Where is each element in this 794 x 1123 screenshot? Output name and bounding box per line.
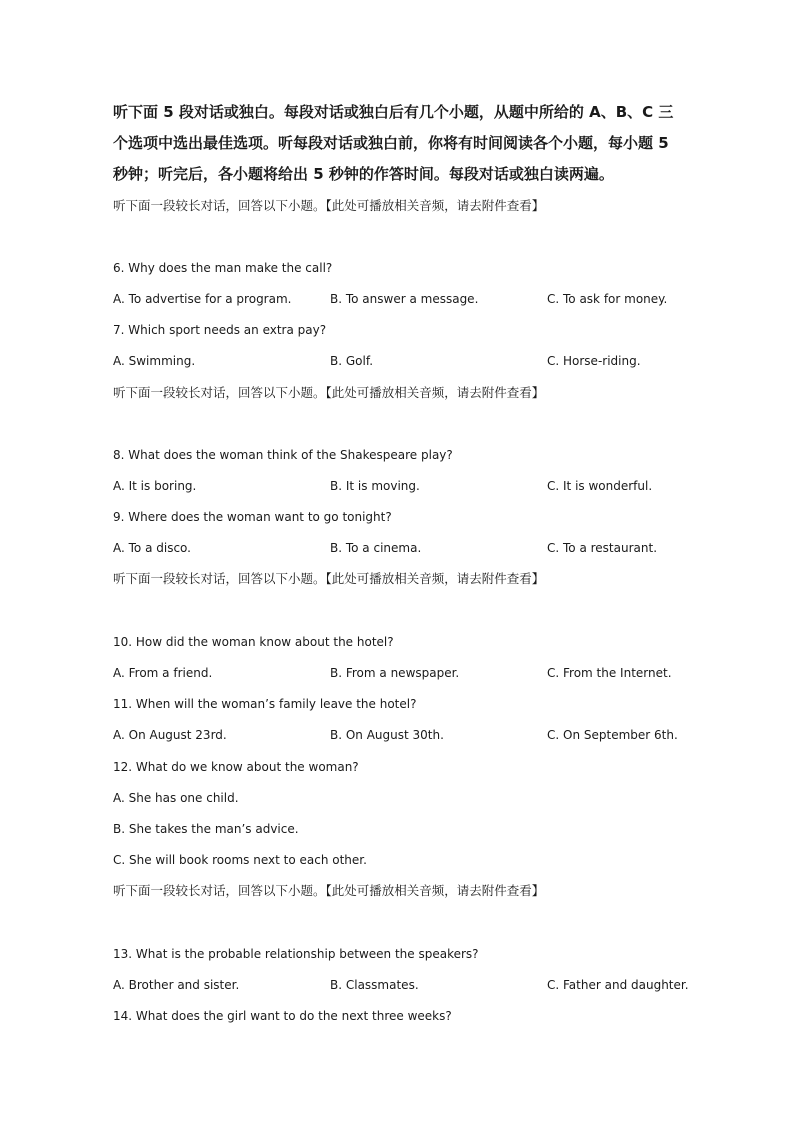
question-6: 6. Why does the man make the call? — [113, 261, 333, 275]
q10-option-b: B. From a newspaper. — [330, 666, 460, 680]
q11-option-b: B. On August 30th. — [330, 728, 444, 742]
q8-option-b: B. It is moving. — [330, 479, 420, 493]
question-7: 7. Which sport needs an extra pay? — [113, 323, 327, 337]
q7-option-a: A. Swimming. — [113, 354, 196, 368]
q9-option-c: C. To a restaurant. — [547, 541, 658, 555]
section-header: 听下面一段较长对话，回答以下小题。【此处可播放相关音频，请去附件查看】 — [113, 571, 545, 586]
intro-line-3: 秒钟；听完后，各小题将给出 5 秒钟的作答时间。每段对话或独白读两遍。 — [113, 165, 614, 183]
section-header: 听下面一段较长对话，回答以下小题。【此处可播放相关音频，请去附件查看】 — [113, 883, 545, 898]
section-header: 听下面一段较长对话，回答以下小题。【此处可播放相关音频，请去附件查看】 — [113, 385, 545, 400]
section-header: 听下面一段较长对话，回答以下小题。【此处可播放相关音频，请去附件查看】 — [113, 198, 545, 213]
q6-option-b: B. To answer a message. — [330, 292, 479, 306]
q8-option-c: C. It is wonderful. — [547, 479, 653, 493]
q10-option-c: C. From the Internet. — [547, 666, 672, 680]
question-9: 9. Where does the woman want to go tonight? — [113, 510, 392, 524]
q8-option-a: A. It is boring. — [113, 479, 197, 493]
intro-line-1: 听下面 5 段对话或独白。每段对话或独白后有几个小题，从题中所给的 A、B、C 三 — [113, 103, 674, 121]
question-13: 13. What is the probable relationship between the speakers? — [113, 947, 479, 961]
q11-option-c: C. On September 6th. — [547, 728, 678, 742]
q9-option-b: B. To a cinema. — [330, 541, 422, 555]
q7-option-c: C. Horse-riding. — [547, 354, 641, 368]
q13-option-a: A. Brother and sister. — [113, 978, 240, 992]
q7-option-b: B. Golf. — [330, 354, 374, 368]
question-10: 10. How did the woman know about the hotel? — [113, 635, 394, 649]
q12-option-b: B. She takes the man’s advice. — [113, 822, 299, 836]
q13-option-c: C. Father and daughter. — [547, 978, 689, 992]
q10-option-a: A. From a friend. — [113, 666, 213, 680]
q9-option-a: A. To a disco. — [113, 541, 191, 555]
q11-option-a: A. On August 23rd. — [113, 728, 227, 742]
intro-line-2: 个选项中选出最佳选项。听每段对话或独白前，你将有时间阅读各个小题，每小题 5 — [113, 134, 669, 152]
question-11: 11. When will the woman’s family leave the hotel? — [113, 697, 417, 711]
q13-option-b: B. Classmates. — [330, 978, 419, 992]
q12-option-c: C. She will book rooms next to each other. — [113, 853, 367, 867]
q6-option-a: A. To advertise for a program. — [113, 292, 292, 306]
q6-option-c: C. To ask for money. — [547, 292, 668, 306]
question-8: 8. What does the woman think of the Shakespeare play? — [113, 448, 453, 462]
question-14: 14. What does the girl want to do the next three weeks? — [113, 1009, 452, 1023]
q12-option-a: A. She has one child. — [113, 791, 239, 805]
question-12: 12. What do we know about the woman? — [113, 760, 359, 774]
